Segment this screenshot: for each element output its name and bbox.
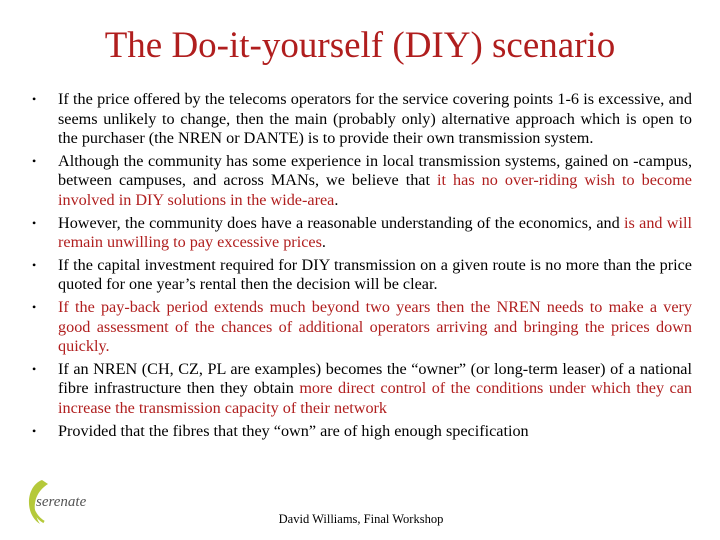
bullet-text: If an NREN (CH, CZ, PL are examples) becomes the “owner” (or long-term leaser) of a national fibre infrastructure then they obtain	[58, 359, 692, 398]
slide-title: The Do-it-yourself (DIY) scenario	[104, 25, 616, 66]
bullet-dot-icon: •	[32, 423, 37, 438]
bullet-dot-icon: •	[32, 153, 37, 168]
highlighted-text: is and will remain unwilling to pay excessive prices	[58, 213, 692, 252]
bullet-text: Provided that the fibres that they “own” are of high enough specification	[58, 421, 529, 440]
highlighted-text: If the pay-back period extends much beyond two years then the NREN needs to make a very good assessment of the chances of additional operators arriving and bringing the prices down quickly.	[58, 297, 692, 356]
serenate-logo	[22, 474, 112, 530]
bullet-text: If the price offered by the telecoms operators for the service covering points 1-6 is excessive, and seems unlikely to change, then the main (probably only) alternative approach which is open to the purchaser (the NREN or DANTE) is to provide their own transmission system.	[58, 90, 692, 148]
bullet-item	[32, 360, 692, 419]
bullet-list	[32, 90, 692, 444]
bullet-item	[32, 90, 692, 149]
footer-text: David Williams, Final Workshop	[278, 512, 444, 526]
bullet-dot-icon: •	[32, 92, 37, 106]
bullet-dot-icon: •	[32, 257, 37, 272]
highlighted-text: more direct control of the conditions under which they can increase the transmission capacity of their network	[58, 379, 693, 417]
bullet-dot-icon: •	[32, 299, 37, 314]
bullet-text: However, the community does have a reasonable understanding of the economics, and	[58, 213, 625, 232]
bullet-dot-icon: •	[32, 361, 37, 376]
bullet-text: If the capital investment required for DIY transmission on a given route is no more than the price quoted for one year’s rental then the decision will be clear.	[58, 255, 692, 294]
bullet-item	[32, 422, 692, 442]
bullet-item	[32, 152, 692, 211]
bullet-text: Although the community has some experience in local transmission systems, gained on -campus, between campuses, and across MANs, we believe that	[58, 151, 692, 190]
bullet-text: .	[321, 233, 326, 252]
logo-text: serenate	[36, 494, 87, 510]
highlighted-text: it has no over-riding wish to become involved in DIY solutions in the wide-area	[58, 171, 692, 209]
bullet-item	[32, 298, 692, 357]
bullet-text: .	[334, 190, 339, 209]
bullet-dot-icon: •	[32, 215, 37, 230]
bullet-item	[32, 256, 692, 295]
bullet-item	[32, 214, 692, 253]
